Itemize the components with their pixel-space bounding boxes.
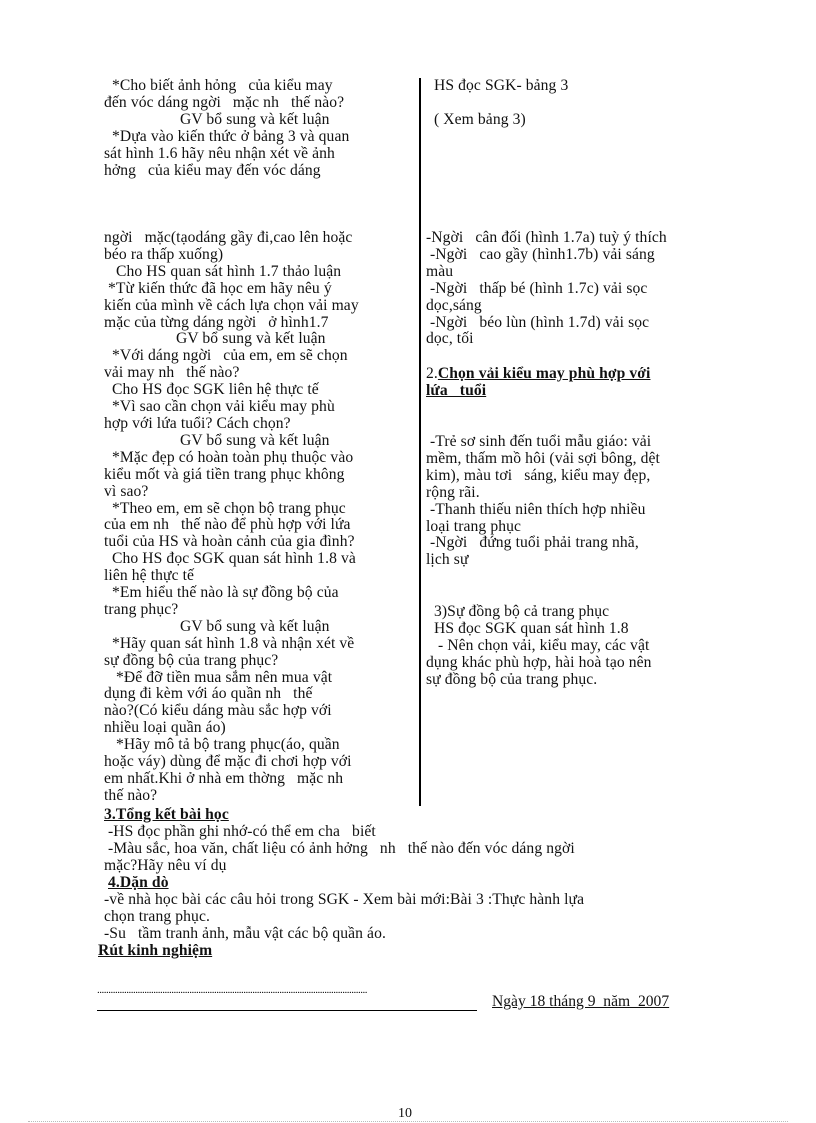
text-line: ( Xem bảng 3) xyxy=(426,110,526,128)
text-line: ngời mặc(tạodáng gầy đi,cao lên hoặc xyxy=(104,229,353,246)
homework-heading: 4.Dặn dò xyxy=(108,874,169,891)
text-line: -Ngời thấp bé (hình 1.7c) vải sọc xyxy=(426,279,648,297)
text-line: *Cho biết ảnh hỏng của kiểu may xyxy=(104,77,333,94)
text-line: chọn trang phục. xyxy=(104,908,210,925)
text-line: dọc, tối xyxy=(426,330,474,348)
column-divider xyxy=(419,78,421,806)
text-line: - Nên chọn vải, kiểu may, các vật xyxy=(426,636,650,654)
text-line: vì sao? xyxy=(104,482,149,500)
right-column-block-1 xyxy=(426,78,718,129)
page-number: 10 xyxy=(398,1106,412,1121)
text-line: -Ngời cao gầy (hình1.7b) vải sáng xyxy=(426,245,655,263)
text-line: *Với dáng ngời của em, em sẽ chọn xyxy=(104,347,348,365)
text-line: béo ra thấp xuống) xyxy=(104,245,224,263)
summary-section xyxy=(98,806,714,959)
summary-heading: 3.Tổng kết bài học xyxy=(104,806,229,823)
text-line: *Hãy mô tả bộ trang phục(áo, quần xyxy=(104,736,340,754)
text-line: tuổi của HS và hoàn cảnh của gia đình? xyxy=(104,533,355,551)
text-line: sát hình 1.6 hãy nêu nhận xét về ảnh xyxy=(104,144,335,162)
text-line: liên hệ thực tế xyxy=(104,567,195,585)
text-line: *Em hiểu thế nào là sự đồng bộ của xyxy=(104,584,339,602)
signature-rule xyxy=(97,1010,477,1011)
text-line: kiểu mốt và giá tiền trang phục không xyxy=(104,465,345,483)
text-line: em nhất.Khi ở nhà em thờng mặc nh xyxy=(104,770,344,787)
text-line: thế nào? xyxy=(104,786,158,804)
text-line: *Hãy quan sát hình 1.8 và nhận xét về xyxy=(104,634,355,652)
text-line: HS đọc SGK quan sát hình 1.8 xyxy=(426,619,629,637)
text-line: kiến của mình về cách lựa chọn vải may xyxy=(104,296,359,314)
text-line: -Màu sắc, hoa văn, chất liệu có ảnh hởng nh thế nào đến vóc dáng ngời xyxy=(104,840,575,857)
text-line: sự đồng bộ của trang phục. xyxy=(426,670,598,688)
text-line: GV bổ sung và kết luận xyxy=(104,110,330,128)
right-column-block-3 xyxy=(426,434,718,569)
text-line: rộng rãi. xyxy=(426,483,480,501)
right-column-block-4 xyxy=(426,604,718,689)
text-line: *Theo em, em sẽ chọn bộ trang phục xyxy=(104,499,346,517)
homework-lines xyxy=(104,891,714,942)
text-line: dụng khác phù hợp, hài hoà tạo nên xyxy=(426,653,652,671)
text-line: nào?(Có kiểu dáng màu sắc hợp với xyxy=(104,702,332,720)
text-line: 3)Sự đồng bộ cả trang phục xyxy=(426,603,610,620)
left-column-block-1 xyxy=(104,78,416,179)
text-line: *Để đỡ tiền mua sắm nên mua vật xyxy=(104,668,333,686)
right-column-block-2 xyxy=(426,230,718,348)
text-line: *Mặc đẹp có hoàn toàn phụ thuộc vào xyxy=(104,448,354,466)
text-line: -về nhà học bài các câu hỏi trong SGK - Xem bài mới:Bài 3 :Thực hành lựa xyxy=(104,891,585,908)
text-line: sự đồng bộ của trang phục? xyxy=(104,651,279,669)
text-line: *Vì sao cần chọn vải kiểu may phù xyxy=(104,398,335,416)
text-line: hoặc váy) dùng để mặc đi chơi hợp với xyxy=(104,753,352,771)
text-line: lịch sự xyxy=(426,551,469,569)
experience-heading: Rút kinh nghiệm xyxy=(98,942,213,959)
dotted-fill-line: ........................................................................................................................ xyxy=(97,984,367,996)
text-line: mặc?Hãy nêu ví dụ xyxy=(104,857,227,874)
text-line: mặc của từng dáng ngời ở hình1.7 xyxy=(104,313,329,331)
text-line: dọc,sáng xyxy=(426,296,482,314)
text-line: GV bổ sung và kết luận xyxy=(104,617,330,635)
left-column-block-2 xyxy=(104,230,416,805)
section-title-line-1: Chọn vải kiểu may phù hợp với xyxy=(437,365,651,382)
text-line: -Ngời đứng tuổi phải trang nhã, xyxy=(426,534,639,552)
text-line: hởng của kiểu may đến vóc dáng xyxy=(104,161,321,179)
text-line: GV bổ sung và kết luận xyxy=(104,330,326,348)
text-line: *Dựa vào kiến thức ở bảng 3 và quan xyxy=(104,127,350,145)
text-line: Cho HS đọc SGK liên hệ thực tế xyxy=(104,381,319,399)
text-line: Cho HS đọc SGK quan sát hình 1.8 và xyxy=(104,550,356,568)
text-line: -Thanh thiếu niên thích hợp nhiều xyxy=(426,500,646,518)
text-line: trang phục? xyxy=(104,600,179,618)
text-line: -Ngời cân đối (hình 1.7a) tuỳ ý thích xyxy=(426,229,667,246)
text-line xyxy=(426,95,718,112)
text-line: hợp với lứa tuổi? Cách chọn? xyxy=(104,414,291,432)
text-line: mềm, thấm mồ hôi (vải sợi bông, dệt xyxy=(426,449,660,467)
text-line: -HS đọc phần ghi nhớ-có thể em cha biết xyxy=(104,823,376,840)
text-line: HS đọc SGK- bảng 3 xyxy=(426,77,569,94)
text-line: dụng đi kèm với áo quần nh thế xyxy=(104,685,313,703)
text-line: nhiều loại quần áo) xyxy=(104,719,226,737)
text-line: loại trang phục xyxy=(426,517,522,535)
text-line: màu xyxy=(426,262,454,280)
section-number: 2. xyxy=(426,365,438,382)
section-heading-clothing-choice xyxy=(426,366,718,400)
text-line: đến vóc dáng ngời mặc nh thế nào? xyxy=(104,93,345,111)
text-line: vải may nh thế nào? xyxy=(104,364,240,382)
text-line: *Từ kiến thức đã học em hãy nêu ý xyxy=(104,279,332,297)
text-line: của em nh thế nào để phù hợp với lứa xyxy=(104,516,351,534)
text-line: GV bổ sung và kết luận xyxy=(104,431,330,449)
footer-dotted-rule xyxy=(28,1121,788,1122)
section-title-line-2: lứa tuổi xyxy=(426,381,487,399)
text-line: -Su tầm tranh ảnh, mẫu vật các bộ quần áo. xyxy=(104,925,386,942)
summary-lines xyxy=(104,823,714,874)
text-line: -Ngời béo lùn (hình 1.7d) vải sọc xyxy=(426,313,650,331)
text-line: -Trẻ sơ sinh đến tuổi mẫu giáo: vải xyxy=(426,433,652,450)
date-text: Ngày 18 tháng 9 năm 2007 xyxy=(492,993,670,1010)
text-line: kim), màu tơi sáng, kiểu may đẹp, xyxy=(426,466,651,484)
text-line: Cho HS quan sát hình 1.7 thảo luận xyxy=(104,262,342,280)
